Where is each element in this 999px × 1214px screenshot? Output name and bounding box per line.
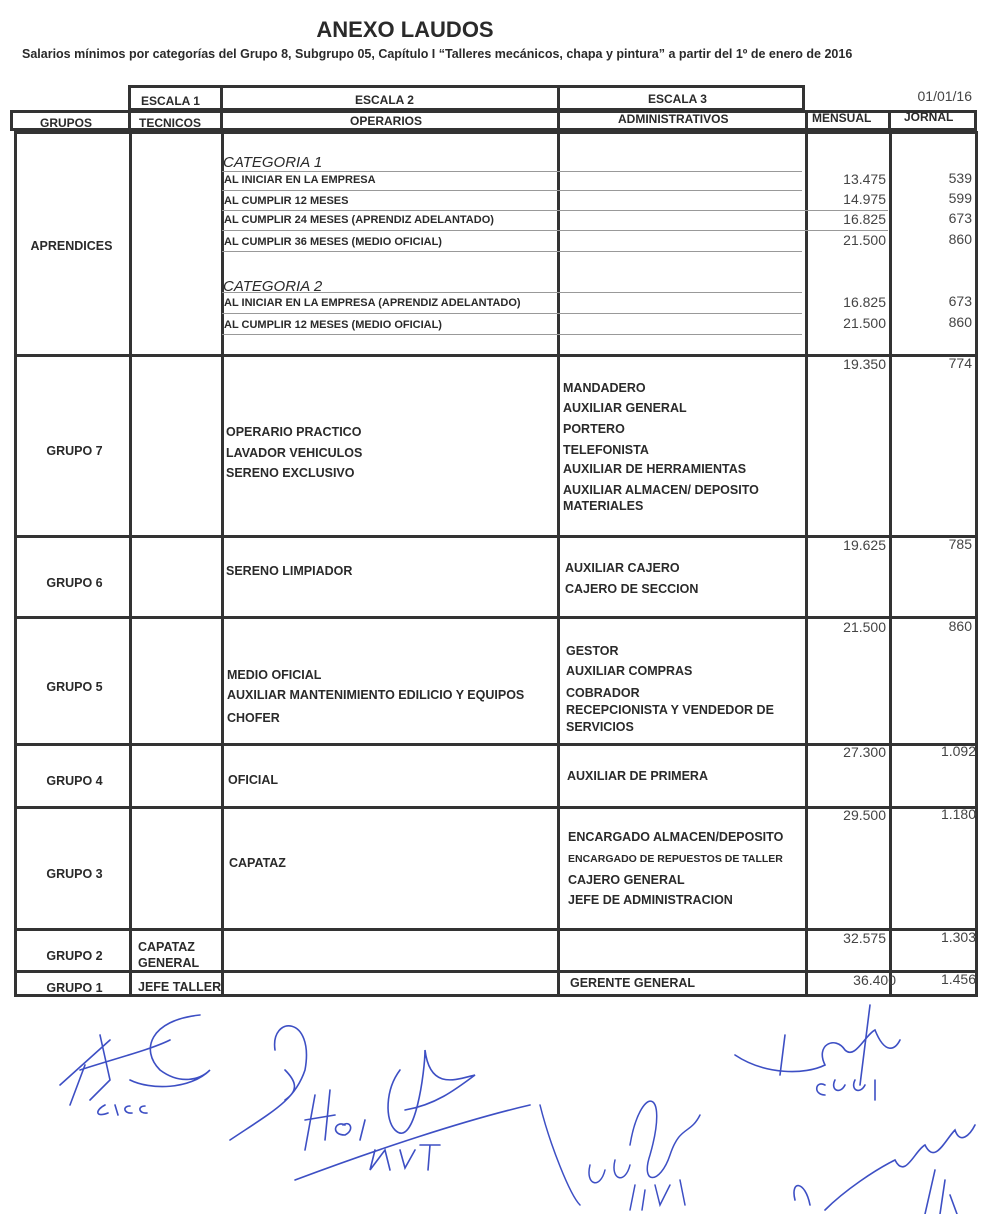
categoria-2-title: CATEGORIA 2: [223, 278, 323, 295]
signature-1: [50, 1010, 220, 1120]
cat1-row-2-mensual: 14.975: [843, 191, 886, 207]
grupo3-admin-3: CAJERO GENERAL: [568, 873, 685, 887]
grupo2-label: GRUPO 2: [46, 949, 103, 963]
cat2-row-2-text: AL CUMPLIR 12 MESES (MEDIO OFICIAL): [224, 319, 442, 331]
cat1-row-4-text: AL CUMPLIR 36 MESES (MEDIO OFICIAL): [224, 236, 442, 248]
signature-5: [785, 1110, 985, 1214]
grupo1-tecnico: JEFE TALLER: [138, 980, 222, 994]
cat1-row-4-mensual: 21.500: [843, 232, 886, 248]
cat1-row-2-jornal: 599: [948, 190, 972, 206]
grupo7-operario-1: OPERARIO PRACTICO: [226, 425, 362, 439]
grupo6-mensual: 19.625: [843, 537, 886, 553]
grupo7-operario-2: LAVADOR VEHICULOS: [226, 446, 363, 460]
cat1-row-1-jornal: 539: [948, 170, 972, 186]
grupo5-operario-3: CHOFER: [227, 711, 280, 725]
administrativos-header: ADMINISTRATIVOS: [618, 112, 729, 126]
cat1-row-2-text: AL CUMPLIR 12 MESES: [224, 195, 349, 207]
grupo7-admin-6: AUXILIAR ALMACEN/ DEPOSITO: [563, 483, 759, 497]
grupo5-admin-3: COBRADOR: [566, 686, 640, 700]
grupo3-admin-1: ENCARGADO ALMACEN/DEPOSITO: [568, 830, 784, 844]
signature-3: [530, 1065, 730, 1214]
escala1-label: ESCALA 1: [141, 94, 200, 108]
grupo4-mensual: 27.300: [843, 744, 886, 760]
grupo5-label: GRUPO 5: [46, 680, 103, 694]
cat1-row-1-text: AL INICIAR EN LA EMPRESA: [224, 174, 376, 186]
grupo1-jornal: 1.456: [940, 971, 976, 987]
date-label: 01/01/16: [917, 88, 972, 104]
grupo1-label: GRUPO 1: [46, 981, 103, 995]
grupo2-tecnico-1: CAPATAZ: [138, 940, 195, 954]
grupo5-admin-5: SERVICIOS: [566, 720, 634, 734]
grupo7-label: GRUPO 7: [46, 444, 103, 458]
document-title: ANEXO LAUDOS: [316, 17, 494, 42]
cat2-row-1-text: AL INICIAR EN LA EMPRESA (APRENDIZ ADELANTADO): [224, 297, 521, 309]
grupo5-mensual: 21.500: [843, 619, 886, 635]
grupo2-tecnico-2: GENERAL: [138, 956, 200, 970]
cat1-row-1-mensual: 13.475: [843, 171, 886, 187]
grupo7-jornal: 774: [948, 355, 972, 371]
signature-4: [725, 995, 925, 1105]
grupo6-admin-2: CAJERO DE SECCION: [565, 582, 699, 596]
grupo2-jornal: 1.303: [940, 929, 976, 945]
grupo7-mensual: 19.350: [843, 356, 886, 372]
grupo3-admin-4: JEFE DE ADMINISTRACION: [568, 893, 733, 907]
grupo6-admin-1: AUXILIAR CAJERO: [565, 561, 680, 575]
grupo6-operario-1: SERENO LIMPIADOR: [226, 564, 353, 578]
grupo2-mensual: 32.575: [843, 930, 886, 946]
tecnicos-header: TECNICOS: [139, 116, 202, 130]
grupo7-admin-3: PORTERO: [563, 422, 625, 436]
escala2-label: ESCALA 2: [355, 93, 414, 107]
grupo1-admin: GERENTE GENERAL: [570, 976, 696, 990]
signature-2: [225, 1010, 535, 1185]
salary-table: [14, 131, 978, 997]
grupo3-admin-2: ENCARGADO DE REPUESTOS DE TALLER: [568, 853, 783, 865]
grupo7-admin-1: MANDADERO: [563, 381, 646, 395]
grupo3-jornal: 1.180: [940, 806, 976, 822]
grupo3-mensual: 29.500: [843, 807, 886, 823]
grupo7-admin-4: TELEFONISTA: [563, 443, 649, 457]
categoria-1-title: CATEGORIA 1: [223, 154, 323, 171]
grupo7-admin-2: AUXILIAR GENERAL: [563, 401, 687, 415]
cat2-row-1-jornal: 673: [948, 293, 972, 309]
grupo6-label: GRUPO 6: [46, 576, 103, 590]
aprendices-label: APRENDICES: [30, 239, 113, 253]
grupo5-jornal: 860: [948, 618, 972, 634]
grupo7-admin-7: MATERIALES: [563, 499, 644, 513]
cat2-row-1-mensual: 16.825: [843, 294, 886, 310]
grupo6-jornal: 785: [948, 536, 972, 552]
grupo3-operario-1: CAPATAZ: [229, 856, 286, 870]
grupos-header: GRUPOS: [40, 116, 93, 130]
cat2-row-2-jornal: 860: [948, 314, 972, 330]
mensual-header: MENSUAL: [812, 111, 872, 125]
grupo5-admin-1: GESTOR: [566, 644, 619, 658]
cat1-row-3-jornal: 673: [948, 210, 972, 226]
document-subtitle: Salarios mínimos por categorías del Grupo 8, Subgrupo 05, Capítulo I “Talleres mecánicos, chapa y pintura” a partir del 1º de enero de 2016: [22, 47, 853, 61]
grupo4-operario-1: OFICIAL: [228, 773, 278, 787]
grupo5-operario-2: AUXILIAR MANTENIMIENTO EDILICIO Y EQUIPOS: [227, 688, 525, 702]
cat2-row-2-mensual: 21.500: [843, 315, 886, 331]
escala3-label: ESCALA 3: [648, 92, 707, 106]
jornal-header: JORNAL: [904, 110, 954, 124]
grupo5-admin-2: AUXILIAR COMPRAS: [566, 664, 693, 678]
grupo3-label: GRUPO 3: [46, 867, 103, 881]
cat1-row-4-jornal: 860: [948, 231, 972, 247]
grupo5-operario-1: MEDIO OFICIAL: [227, 668, 322, 682]
operarios-header: OPERARIOS: [350, 114, 423, 128]
grupo4-jornal: 1.092: [940, 743, 976, 759]
grupo4-admin-1: AUXILIAR DE PRIMERA: [567, 769, 708, 783]
cat1-row-3-mensual: 16.825: [843, 211, 886, 227]
cat1-row-3-text: AL CUMPLIR 24 MESES (APRENDIZ ADELANTADO): [224, 214, 494, 226]
grupo7-admin-5: AUXILIAR DE HERRAMIENTAS: [563, 462, 747, 476]
grupo5-admin-4: RECEPCIONISTA Y VENDEDOR DE: [566, 703, 774, 717]
grupo4-label: GRUPO 4: [46, 774, 103, 788]
grupo7-operario-3: SERENO EXCLUSIVO: [226, 466, 355, 480]
grupo1-mensual: 36.400: [853, 972, 896, 988]
